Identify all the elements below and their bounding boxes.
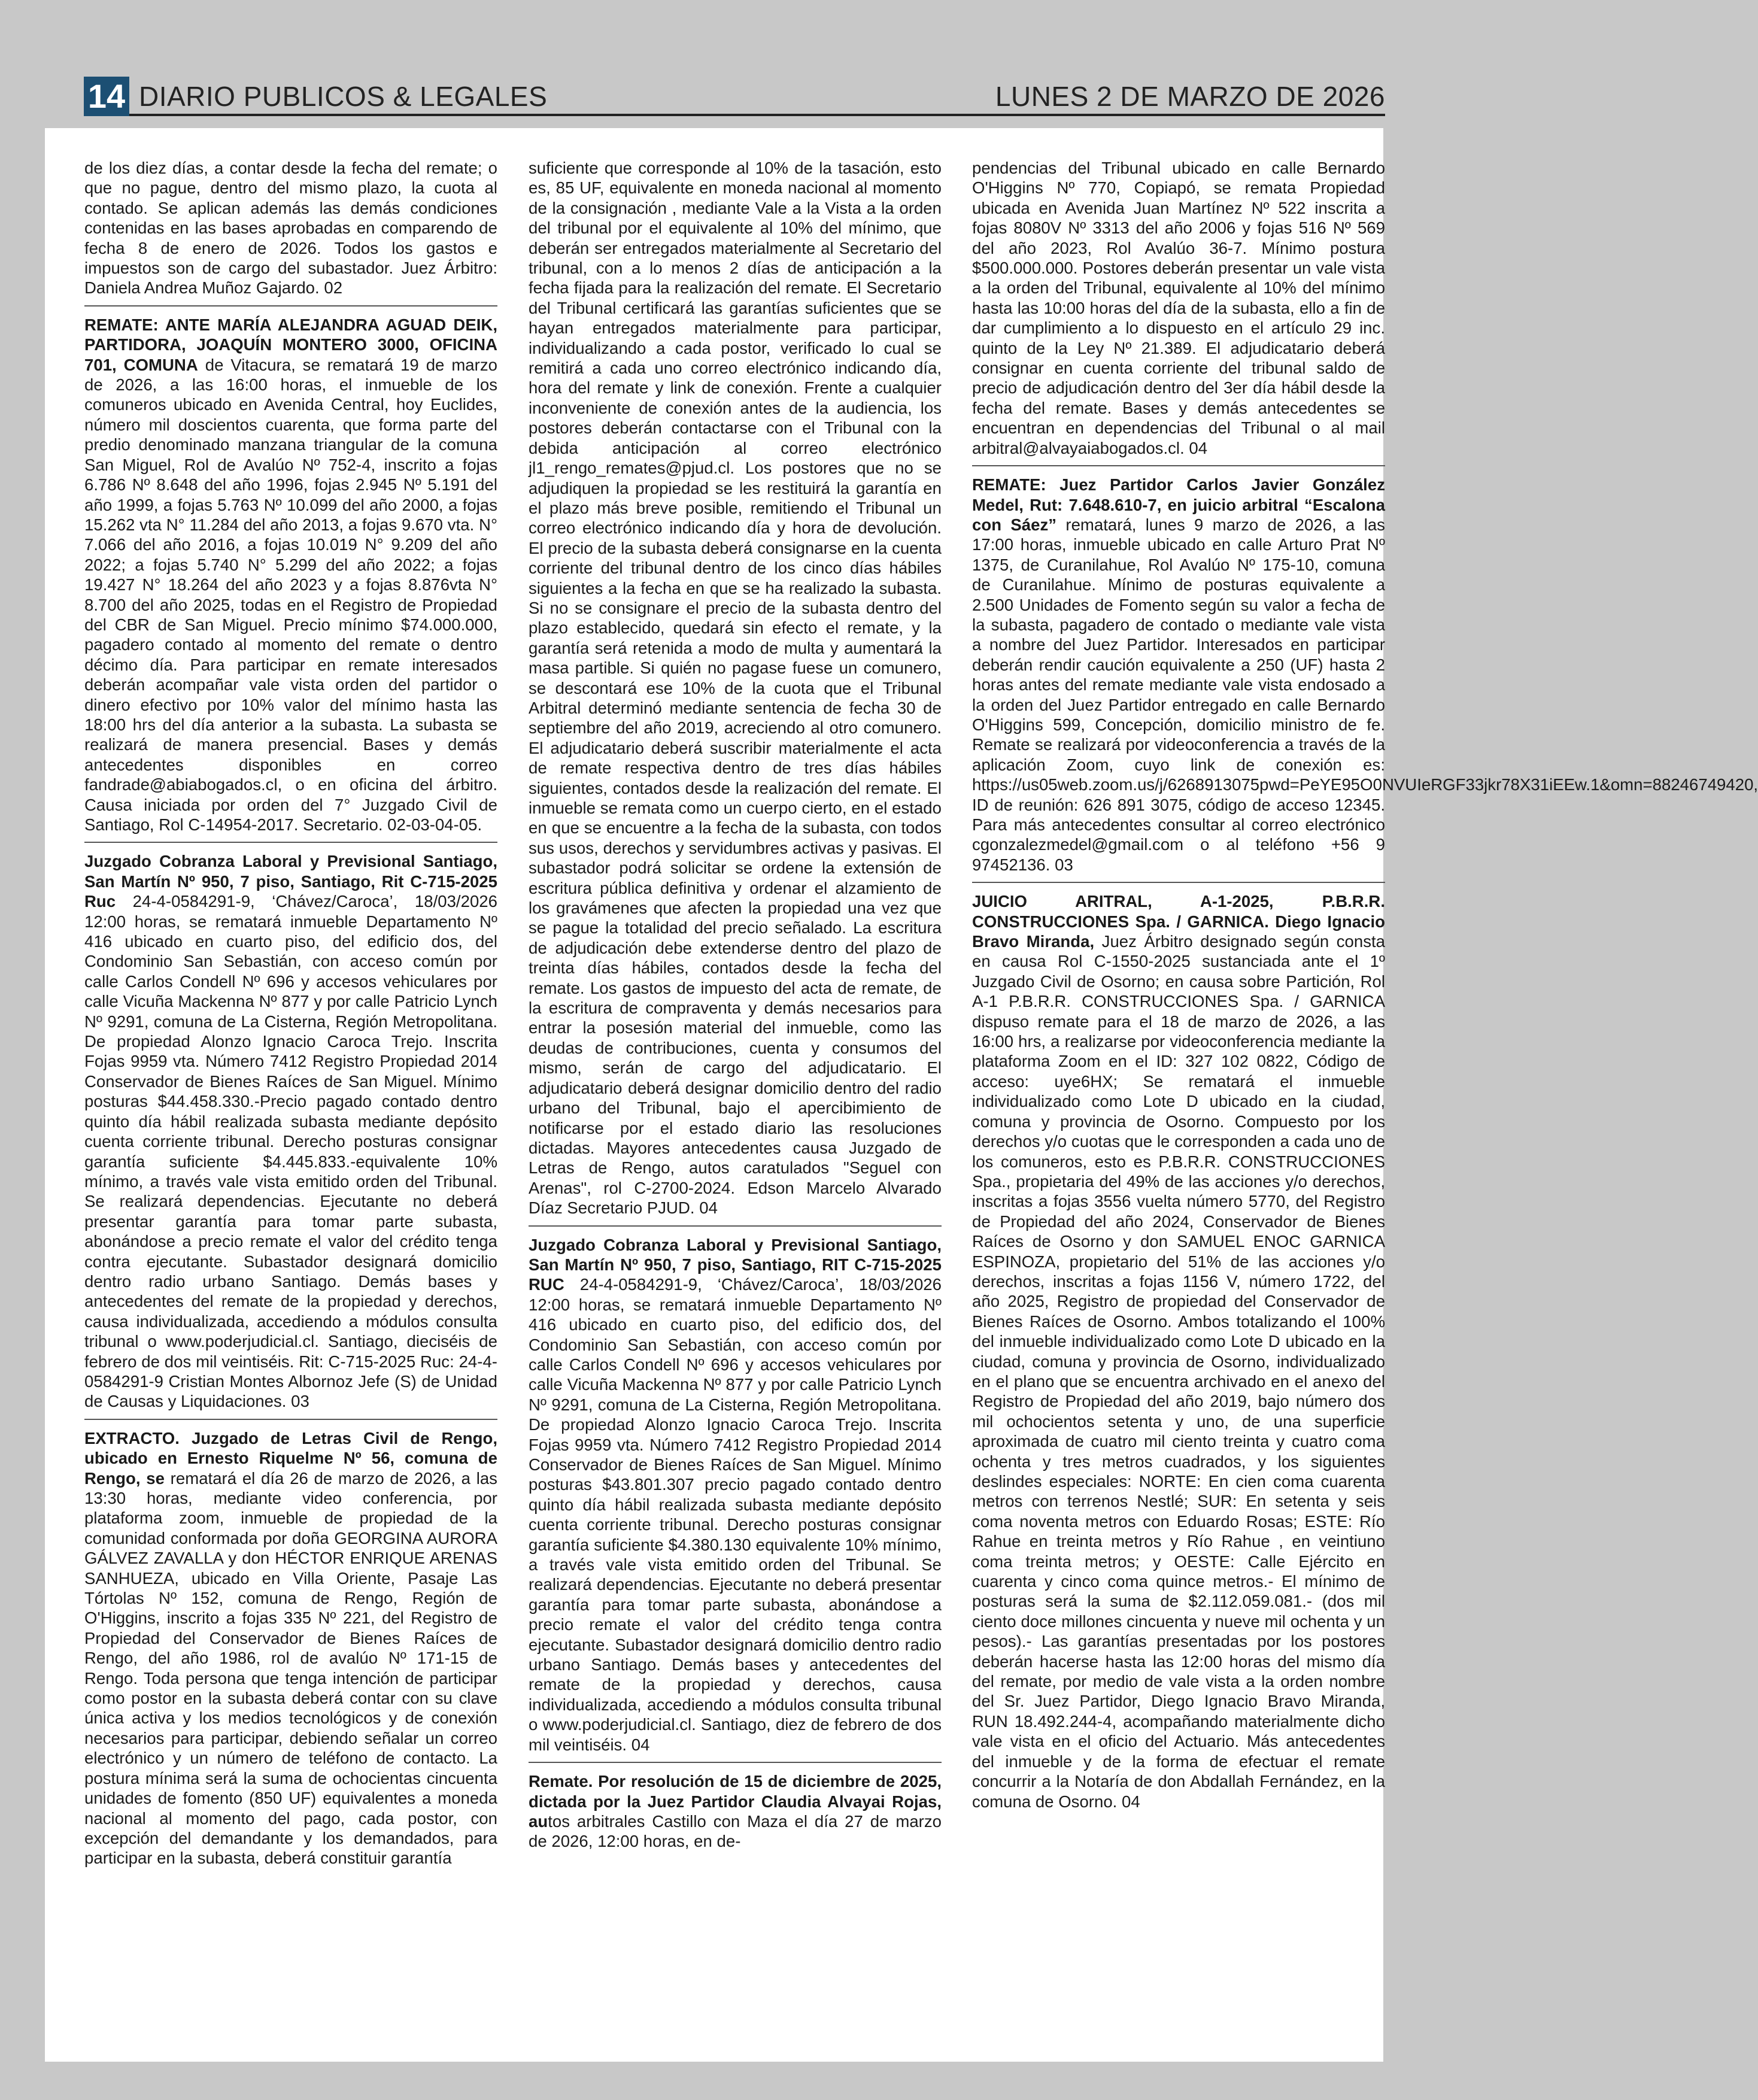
notice bbox=[972, 158, 1385, 466]
page-number: 14 bbox=[84, 77, 129, 116]
notice bbox=[84, 158, 497, 306]
notice-heading: Juzgado Cobranza Laboral y Previsional Santiago, San Martín Nº 950, 7 piso, Santiago, Rit C-715-2025 Ruc bbox=[84, 852, 497, 911]
notice bbox=[84, 851, 497, 1419]
notice bbox=[972, 891, 1385, 1819]
notice-body: tos arbitrales Castillo con Maza el día 27 de marzo de 2026, 12:00 horas, en de- bbox=[529, 1811, 942, 1851]
column-2 bbox=[529, 158, 942, 2056]
notice bbox=[84, 1428, 497, 1876]
notice-body: rematará el día 26 de marzo de 2026, a las 13:30 horas, mediante video conferencia, por plataforma zoom, inmueble de propiedad de la comunidad conformada por doña GEORGINA AURORA GÁLVEZ ZAVALLA y don HÉCTOR ENRIQUE ARENAS SANHUEZA, ubicado en Villa Oriente, Pasaje Las Tórtolas Nº 152, comuna de Rengo, Región de O'Higgins, inscrito a fojas 335 Nº 221, del Registro de Propiedad del Conservador de Bienes Raíces de Rengo, del año 1986, rol de avalúo Nº 171-15 de Rengo. Toda persona que tenga intención de participar como postor en la subasta deberá contar con su clave única activa y los medios tecnológicos y de conexión necesarios para participar, debiendo señalar un correo electrónico y un número de teléfono de contacto. La postura mínima será la suma de ochocientas cincuenta unidades de fomento (850 UF) equivalentes a moneda nacional al momento del pago, cada postor, con excepción del demandante y los demandados, para participar en la subasta, deberá constituir garantía bbox=[84, 1468, 497, 1868]
notice-body: de Vitacura, se rematará 19 de marzo de 2026, a las 16:00 horas, el inmueble de los comuneros ubicado en Avenida Central, hoy Euclides, número mil doscientos cuarenta, que forma parte del predio denominado manzana triangular de la comuna San Miguel, Rol de Avalúo Nº 752-4, inscrito a fojas 6.786 Nº 8.648 del año 1996, fojas 2.945 Nº 5.191 del año 1999, a fojas 5.763 Nº 10.099 del año 2000, a fojas 15.262 vta N° 11.284 del año 2013, a fojas 9.670 vta. N° 7.066 del año 2016, a fojas 10.019 N° 9.209 del año 2022; a fojas 5.740 N° 5.299 del año 2022; a fojas 19.427 N° 18.264 del año 2023 y a fojas 8.876vta N° 8.700 del año 2025, todas en el Registro de Propiedad del CBR de San Miguel. Precio mínimo $74.000.000, pagadero contado al momento del remate o dentro décimo día. Para participar en remate interesados deberán acompañar vale vista orden del partidor o dinero efectivo por 10% valor del mínimo hasta las 18:00 hrs del día anterior a la subasta. La subasta se realizará de manera presencial. Bases y demás antecedentes disponibles en correo fandrade@abiabogados.cl, o en oficina del árbitro. Causa iniciada por orden del 7° Juzgado Civil de Santiago, Rol C-14954-2017. Secretario. 02-03-04-05. bbox=[84, 355, 497, 834]
notice-heading: Remate. Por resolución de 15 de diciembre de 2025, dictada por la Juez Partidor Claudia Alvayai Rojas, au bbox=[529, 1772, 942, 1831]
issue-date: LUNES 2 DE MARZO DE 2026 bbox=[995, 81, 1385, 112]
notice-body: 24-4-0584291-9, ‘Chávez/Caroca’, 18/03/2026 12:00 horas, se rematará inmueble Departamento Nº 416 ubicado en cuarto piso, del edificio dos, del Condominio San Sebastián, con acceso común por calle Carlos Condell Nº 696 y accesos vehiculares por calle Vicuña Mackenna Nº 877 y por calle Patricio Lynch Nº 9291, comuna de La Cisterna, Región Metropolitana. De propiedad Alonzo Ignacio Caroca Trejo. Inscrita Fojas 9959 vta. Número 7412 Registro Propiedad 2014 Conservador de Bienes Raíces de San Miguel. Mínimo posturas $43.801.307 precio pagado contado dentro quinto día hábil realizada subasta mediante depósito cuenta corriente tribunal. Derecho posturas consignar garantía suficiente $4.380.130 equivalente 10% mínimo, a través vale vista emitido orden del Tribunal. Se realizará dependencias. Ejecutante no deberá presentar garantía para tomar parte subasta, abonándose a precio remate el valor del crédito tenga contra ejecutante. Subastador designará domicilio dentro radio urbano Santiago. Demás bases y antecedentes del remate de la propiedad y derechos, causa individualizada, accediendo a módulos consulta tribunal o www.poderjudicial.cl. Santiago, diez de febrero de dos mil veintiséis. 04 bbox=[529, 1275, 942, 1754]
notice bbox=[84, 315, 497, 843]
notice bbox=[972, 475, 1758, 883]
notice-heading: REMATE: Juez Partidor Carlos Javier González Medel, Rut: 7.648.610-7, en juicio arbitral “Escalona con Sáez” bbox=[972, 475, 1385, 534]
newspaper-title: DIARIO PUBLICOS & LEGALES bbox=[139, 81, 548, 112]
notice-body: suficiente que corresponde al 10% de la tasación, esto es, 85 UF, equivalente en moneda nacional al momento de la consignación , mediante Vale a la Vista a la orden del tribunal por el equivalente al 10% del mínimo, que deberán ser entregados materialmente al Secretario del tribunal, con a lo menos 2 días de anticipación a la fecha fijada para la realización del remate. El Secretario del Tribunal certificará las garantías suficientes que se hayan entregados materialmente para participar, individualizando a cada postor, verificado lo cual se remitirá a cada uno correo electrónico indicando día, hora del remate y link de conexión. Frente a cualquier inconveniente de conexión antes de la audiencia, los postores deberán contactarse con el Tribunal con la debida anticipación al correo electrónico jl1_rengo_remates@pjud.cl. Los postores que no se adjudiquen la propiedad se les restituirá la garantía en el plazo más breve posible, remitiendo el Tribunal un correo electrónico indicando día y hora de devolución. El precio de la subasta deberá consignarse en la cuenta corriente del tribunal dentro de los cinco días hábiles siguientes a la fecha en que se ha realizado la subasta. Si no se consignare el precio de la subasta dentro del plazo establecido, quedará sin efecto el remate, y la garantía será retenida a modo de multa y aumentará la masa partible. Si quién no pagase fuese un comunero, se descontará ese 10% de la cuota que el Tribunal Arbitral determinó mediante sentencia de fecha 30 de septiembre del año 2019, acreciendo al otro comunero. El adjudicatario deberá suscribir materialmente el acta de remate respectiva dentro de tres días hábiles siguientes, contados desde la realización del remate. El inmueble se remata como un cuerpo cierto, en el estado en que se encuentre a la fecha de la subasta, con todos sus usos, derechos y servidumbres activas y pasivas. El subastador podrá solicitar se ordene la extensión de escritura pública definitiva y ordenar el alzamiento de los gravámenes que afecten la propiedad una vez que se pague la totalidad del precio señalado. La escritura de adjudicación debe extenderse dentro del plazo de treinta días hábiles, contados desde la fecha del remate. Los gastos de impuesto del acta de remate, de la escritura de compraventa y demás necesarios para entrar la posesión material del inmueble, como las deudas de contribuciones, cuenta y consumos del mismo, serán de cargo del adjudicatario. El adjudicatario deberá designar domicilio dentro del radio urbano del Tribunal, bajo el apercibimiento de notificarse por el estado diario las resoluciones dictadas. Mayores antecedentes causa Juzgado de Letras de Rengo, autos caratulados "Seguel con Arenas", rol C-2700-2024. Edson Marcelo Alvarado Díaz Secretario PJUD. 04 bbox=[529, 159, 942, 1218]
notice-body: de los diez días, a contar desde la fecha del remate; o que no pague, dentro del mismo plazo, la cuota al contado. Se aplican además las demás condiciones contenidas en las bases aprobadas en comparendo de fecha 8 de enero de 2026. Todos los gastos e impuestos son de cargo del subastador. Juez Árbitro: Daniela Andrea Muñoz Gajardo. 02 bbox=[84, 159, 497, 298]
notice bbox=[529, 1771, 942, 1859]
notice-heading: EXTRACTO. Juzgado de Letras Civil de Rengo, ubicado en Ernesto Riquelme Nº 56, comuna de Rengo, se bbox=[84, 1428, 497, 1488]
notice-heading: REMATE: ANTE MARÍA ALEJANDRA AGUAD DEIK, PARTIDORA, JOAQUÍN MONTERO 3000, OFICINA 701, COMUNA bbox=[84, 315, 497, 374]
notice-body: 24-4-0584291-9, ‘Chávez/Caroca’, 18/03/2026 12:00 horas, se rematará inmueble Departamento Nº 416 ubicado en cuarto piso, del edificio dos, del Condominio San Sebastián, con acceso común por calle Carlos Condell Nº 696 y accesos vehiculares por calle Vicuña Mackenna Nº 877 y por calle Patricio Lynch Nº 9291, comuna de La Cisterna, Región Metropolitana. De propiedad Alonzo Ignacio Caroca Trejo. Inscrita Fojas 9959 vta. Número 7412 Registro Propiedad 2014 Conservador de Bienes Raíces de San Miguel. Mínimo posturas $44.458.330.-Precio pagado contado dentro quinto día hábil realizada subasta mediante depósito cuenta corriente tribunal. Derecho posturas consignar garantía suficiente $4.445.833.-equivalente 10% mínimo, a través vale vista emitido orden del Tribunal. Se realizará dependencias. Ejecutante no deberá presentar garantía para tomar parte subasta, abonándose a precio remate el valor del crédito tenga contra ejecutante. Subastador designará domicilio dentro radio urbano Santiago. Demás bases y antecedentes del remate de la propiedad y derechos, causa individualizada, accediendo a módulos consulta tribunal o www.poderjudicial.cl. Santiago, dieciséis de febrero de dos mil veintiséis. Rit: C-715-2025 Ruc: 24-4-0584291-9 Cristian Montes Albornoz Jefe (S) de Unidad de Causas y Liquidaciones. 03 bbox=[84, 892, 497, 1411]
notice-heading: Juzgado Cobranza Laboral y Previsional Santiago, San Martín Nº 950, 7 piso, Santiago, RIT C-715-2025 RUC bbox=[529, 1235, 942, 1294]
column-3 bbox=[972, 158, 1758, 2056]
notice bbox=[529, 158, 942, 1227]
notice-body: rematará, lunes 9 marzo de 2026, a las 17:00 horas, inmueble ubicado en calle Arturo Prat Nº 1375, de Curanilahue, Rol Avalúo Nº 175-10, comuna de Curanilahue. Mínimo de posturas equivalente a 2.500 Unidades de Fomento según su valor a fecha de la subasta, pagadero de contado o mediante vale vista a nombre del Juez Partidor. Interesados en participar deberán rendir caución equivalente a 250 (UF) hasta 2 horas antes del remate mediante vale vista endosado a la orden del Juez Partidor entregado en calle Bernardo O'Higgins 599, Concepción, domicilio ministro de fe. Remate se realizará por videoconferencia a través de la aplicación Zoom, cuyo link de conexión es: https://us05web.zoom.us/j/6268913075pwd=PeYE95O0NVUIeRGF33jkr78X31iEEw.1&omn=88246749420, ID de reunión: 626 891 3075, código de acceso 12345. Para más antecedentes consultar al correo electrónico cgonzalezmedel@gmail.com o al teléfono +56 9 97452136. 03 bbox=[972, 515, 1758, 874]
column-1 bbox=[84, 158, 497, 2056]
page-header bbox=[84, 77, 1385, 116]
notice-body: pendencias del Tribunal ubicado en calle Bernardo O'Higgins Nº 770, Copiapó, se remata Propiedad ubicada en Avenida Juan Martínez Nº 522 inscrita a fojas 8080V Nº 3313 del año 2006 y fojas 516 Nº 569 del año 2023, Rol Avalúo 36-7. Mínimo postura $500.000.000. Postores deberán presentar un vale vista a la orden del Tribunal, equivalente al 10% del mínimo hasta las 10:00 horas del día de la subasta, ello a fin de dar cumplimiento a lo dispuesto en el artículo 29 inc. quinto de la Ley Nº 21.389. El adjudicatario deberá consignar en cuenta corriente del tribunal saldo de precio de adjudicación dentro del 3er día hábil desde la fecha del remate. Bases y demás antecedentes se encuentran en dependencias del Tribunal o al mail arbitral@alvayaiabogados.cl. 04 bbox=[972, 159, 1385, 457]
notice-body: Juez Árbitro designado según consta en causa Rol C-1550-2025 sustanciada ante el 1º Juzgado Civil de Osorno; en causa sobre Partición, Rol A-1 P.B.R.R. CONSTRUCCIONES Spa. / GARNICA dispuso remate para el 18 de marzo de 2026, a las 16:00 hrs, a realizarse por videoconferencia mediante la plataforma Zoom en el ID: 327 102 0822, Código de acceso: uye6HX; Se rematará el inmueble individualizado como Lote D ubicado en la ciudad, comuna y provincia de Osorno. Compuesto por los derechos y/o cuotas que le corresponden a cada uno de los comuneros, esto es P.B.R.R. CONSTRUCCIONES Spa., propietaria del 49% de las acciones y/o derechos, inscritas a fojas 3556 vuelta número 5770, del Registro de Propiedad del año 2024, Conservador de Bienes Raíces de Osorno y don SAMUEL ENOC GARNICA ESPINOZA, propietario del 51% de las acciones y/o derechos, inscritas a fojas 1156 V, número 1722, del año 2025, Registro de propiedad del Conservador de Bienes Raíces de Osorno. Ambos totalizando el 100% del inmueble individualizado como Lote D ubicado en la ciudad, comuna y provincia de Osorno, individualizado en el plano que se encuentra archivado en el anexo del Registro de Propiedad del año 2019, bajo número dos mil ochocientos setenta y uno, de una superficie aproximada de cuatro mil ciento treinta y cuatro coma ochenta y tres metros cuadrados, y los siguientes deslindes especiales: NORTE: En cien coma cuarenta metros con terrenos Nestlé; SUR: En setenta y seis coma noventa metros con Eduardo Rosas; ESTE: Río Rahue en treinta metros y Río Rahue , en veintiuno coma treinta metros; y OESTE: Calle Ejército en cuarenta y cinco coma quince metros.- El mínimo de posturas será la suma de $2.112.059.081.- (dos mil ciento doce millones cincuenta y nueve mil ochenta y un pesos).- Las garantías presentadas por los postores deberán hacerse hasta las 12:00 horas del mismo día del remate, por medio de vale vista a la orden nombre del Sr. Juez Partidor, Diego Ignacio Bravo Miranda, RUN 18.492.244-4, acompañando materialmente dicho vale vista en el oficio del Actuario. Más antecedentes del inmueble y de la forma de efectuar el remate concurrir a la Notaría de don Abdallah Fernández, en la comuna de Osorno. 04 bbox=[972, 932, 1385, 1811]
notice bbox=[529, 1235, 942, 1764]
page-content bbox=[45, 128, 1758, 2062]
notice-heading: JUICIO ARITRAL, A-1-2025, P.B.R.R. CONSTRUCCIONES Spa. / GARNICA. Diego Ignacio Bravo Miranda, bbox=[972, 892, 1385, 951]
